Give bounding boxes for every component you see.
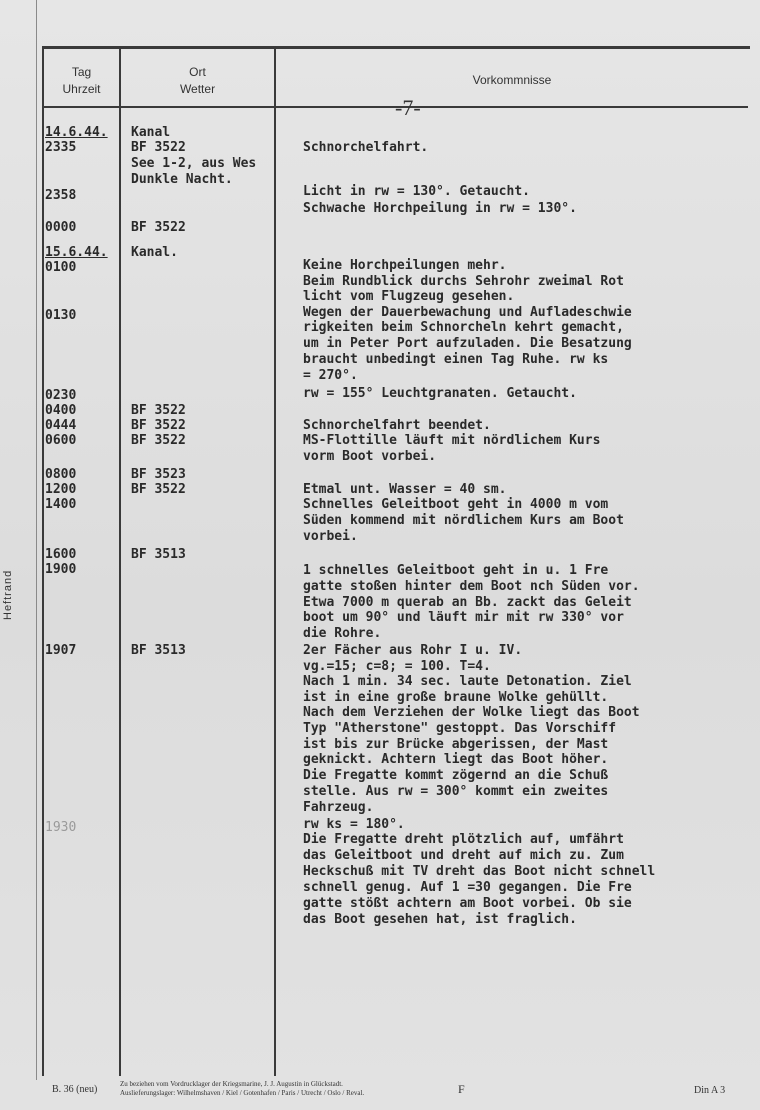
log-text-39: BF 3522: [131, 482, 186, 497]
log-text-61: geknickt. Achtern liegt das Boot höher.: [303, 752, 609, 767]
log-text-70: schnell genug. Auf 1 =30 gegangen. Die Fre: [303, 880, 632, 895]
log-text-59: Typ "Atherstone" gestoppt. Das Vorschiff: [303, 721, 617, 736]
log-text-33: MS-Flottille läuft mit nördlichem Kurs: [303, 433, 601, 448]
log-text-54: 2er Fächer aus Rohr I u. IV.: [303, 643, 523, 658]
log-text-62: Die Fregatte kommt zögernd an die Schuß: [303, 768, 609, 783]
log-text-22: braucht unbedingt einen Tag Ruhe. rw ks: [303, 352, 609, 367]
form-id: B. 36 (neu): [52, 1084, 98, 1095]
header-vorkommnisse: Vorkommnisse: [472, 73, 552, 87]
paper-format: Din A 3: [694, 1085, 726, 1096]
log-text-68: das Geleitboot und dreht auf mich zu. Zum: [303, 848, 624, 863]
log-text-41: Schnelles Geleitboot geht in 4000 m vom: [303, 497, 609, 512]
log-text-13: 0100: [45, 260, 77, 275]
log-text-26: 0400: [45, 403, 77, 418]
log-text-16: Beim Rundblick durchs Sehrohr zweimal Rot: [303, 274, 624, 289]
log-text-47: 1 schnelles Geleitboot geht in u. 1 Fre: [303, 563, 609, 578]
log-text-21: um in Peter Port aufzuladen. Die Besatzung: [303, 336, 632, 351]
log-text-49: Etwa 7000 m querab an Bb. zackt das Geleit: [303, 595, 632, 610]
log-text-28: 0600: [45, 433, 77, 448]
log-text-37: 1400: [45, 497, 77, 512]
log-text-45: 1900: [45, 562, 77, 577]
log-text-38: BF 3523: [131, 467, 186, 482]
log-text-27: 0444: [45, 418, 77, 433]
log-text-25: rw = 155° Leuchtgranaten. Getaucht.: [303, 386, 577, 401]
log-text-36: 1200: [45, 482, 77, 497]
footer-mark: F: [458, 1082, 465, 1096]
log-text-0: 14.6.44.: [45, 125, 108, 140]
log-text-44: 1600: [45, 547, 77, 562]
log-text-11: BF 3522: [131, 220, 186, 235]
log-text-10: 0000: [45, 220, 77, 235]
log-text-56: Nach 1 min. 34 sec. laute Detonation. Ziel: [303, 674, 632, 689]
margin-label: Heftrand: [2, 569, 14, 620]
log-text-57: ist in eine große braune Wolke gehüllt.: [303, 690, 609, 705]
log-text-65: 1930: [45, 820, 77, 835]
log-text-32: Schnorchelfahrt beendet.: [303, 418, 491, 433]
log-text-14: Kanal.: [131, 245, 178, 260]
log-text-46: BF 3513: [131, 547, 186, 562]
log-text-30: BF 3522: [131, 418, 186, 433]
log-text-18: 0130: [45, 308, 77, 323]
log-text-52: 1907: [45, 643, 77, 658]
log-text-2: Kanal: [131, 125, 171, 140]
log-text-51: die Rohre.: [303, 626, 382, 641]
log-text-60: ist bis zur Brücke abgerissen, der Mast: [303, 737, 609, 752]
log-text-1: 2335: [45, 140, 77, 155]
log-text-43: vorbei.: [303, 529, 358, 544]
log-text-9: Schwache Horchpeilung in rw = 130°.: [303, 201, 577, 216]
log-text-6: Schnorchelfahrt.: [303, 140, 429, 155]
log-text-64: Fahrzeug.: [303, 800, 374, 815]
log-text-29: BF 3522: [131, 403, 186, 418]
log-text-50: boot um 90° und läuft mir mit rw 330° vor: [303, 610, 624, 625]
header-tag: Tag: [71, 65, 92, 79]
log-text-15: Keine Horchpeilungen mehr.: [303, 258, 507, 273]
log-text-12: 15.6.44.: [45, 245, 108, 260]
log-text-34: vorm Boot vorbei.: [303, 449, 437, 464]
header-uhrzeit: Uhrzeit: [62, 82, 101, 96]
log-text-7: 2358: [45, 188, 77, 203]
log-text-24: 0230: [45, 388, 77, 403]
log-text-3: BF 3522: [131, 140, 186, 155]
page-number: -7-: [395, 95, 421, 120]
log-text-72: das Boot gesehen hat, ist fraglich.: [303, 912, 577, 927]
log-text-31: BF 3522: [131, 433, 186, 448]
log-text-63: stelle. Aus rw = 300° kommt ein zweites: [303, 784, 609, 799]
footer-supplier-line-2: Auslieferungslager: Wilhelmshaven / Kiel / Gotenhafen / Paris / Utrecht / Oslo / Reval.: [120, 1089, 365, 1097]
log-text-19: Wegen der Dauerbewachung und Aufladeschwie: [303, 305, 632, 320]
log-text-42: Süden kommend mit nördlichem Kurs am Boot: [303, 513, 624, 528]
log-text-23: = 270°.: [303, 368, 358, 383]
log-text-69: Heckschuß mit TV dreht das Boot nicht schnell: [303, 864, 656, 879]
header-wetter: Wetter: [179, 82, 216, 96]
log-text-48: gatte stoßen hinter dem Boot nch Süden vor.: [303, 579, 640, 594]
log-text-71: gatte stößt achtern am Boot vorbei. Ob sie: [303, 896, 632, 911]
header-ort: Ort: [189, 65, 206, 79]
log-text-53: BF 3513: [131, 643, 186, 658]
log-text-58: Nach dem Verziehen der Wolke liegt das Boot: [303, 705, 640, 720]
log-text-55: vg.=15; c=8; = 100. T=4.: [303, 659, 491, 674]
log-text-67: Die Fregatte dreht plötzlich auf, umfährt: [303, 832, 624, 847]
log-text-5: Dunkle Nacht.: [131, 172, 233, 187]
log-text-35: 0800: [45, 467, 77, 482]
log-text-8: Licht in rw = 130°. Getaucht.: [303, 184, 530, 199]
log-text-40: Etmal unt. Wasser = 40 sm.: [303, 482, 507, 497]
log-text-4: See 1-2, aus Wes: [131, 156, 257, 171]
footer-supplier-line-1: Zu beziehen vom Vordrucklager der Kriegsmarine, J. J. Augustin in Glückstadt.: [120, 1080, 343, 1088]
log-text-66: rw ks = 180°.: [303, 817, 405, 832]
log-text-20: rigkeiten beim Schnorcheln kehrt gemacht,: [303, 320, 624, 335]
log-text-17: licht vom Flugzeug gesehen.: [303, 289, 515, 304]
